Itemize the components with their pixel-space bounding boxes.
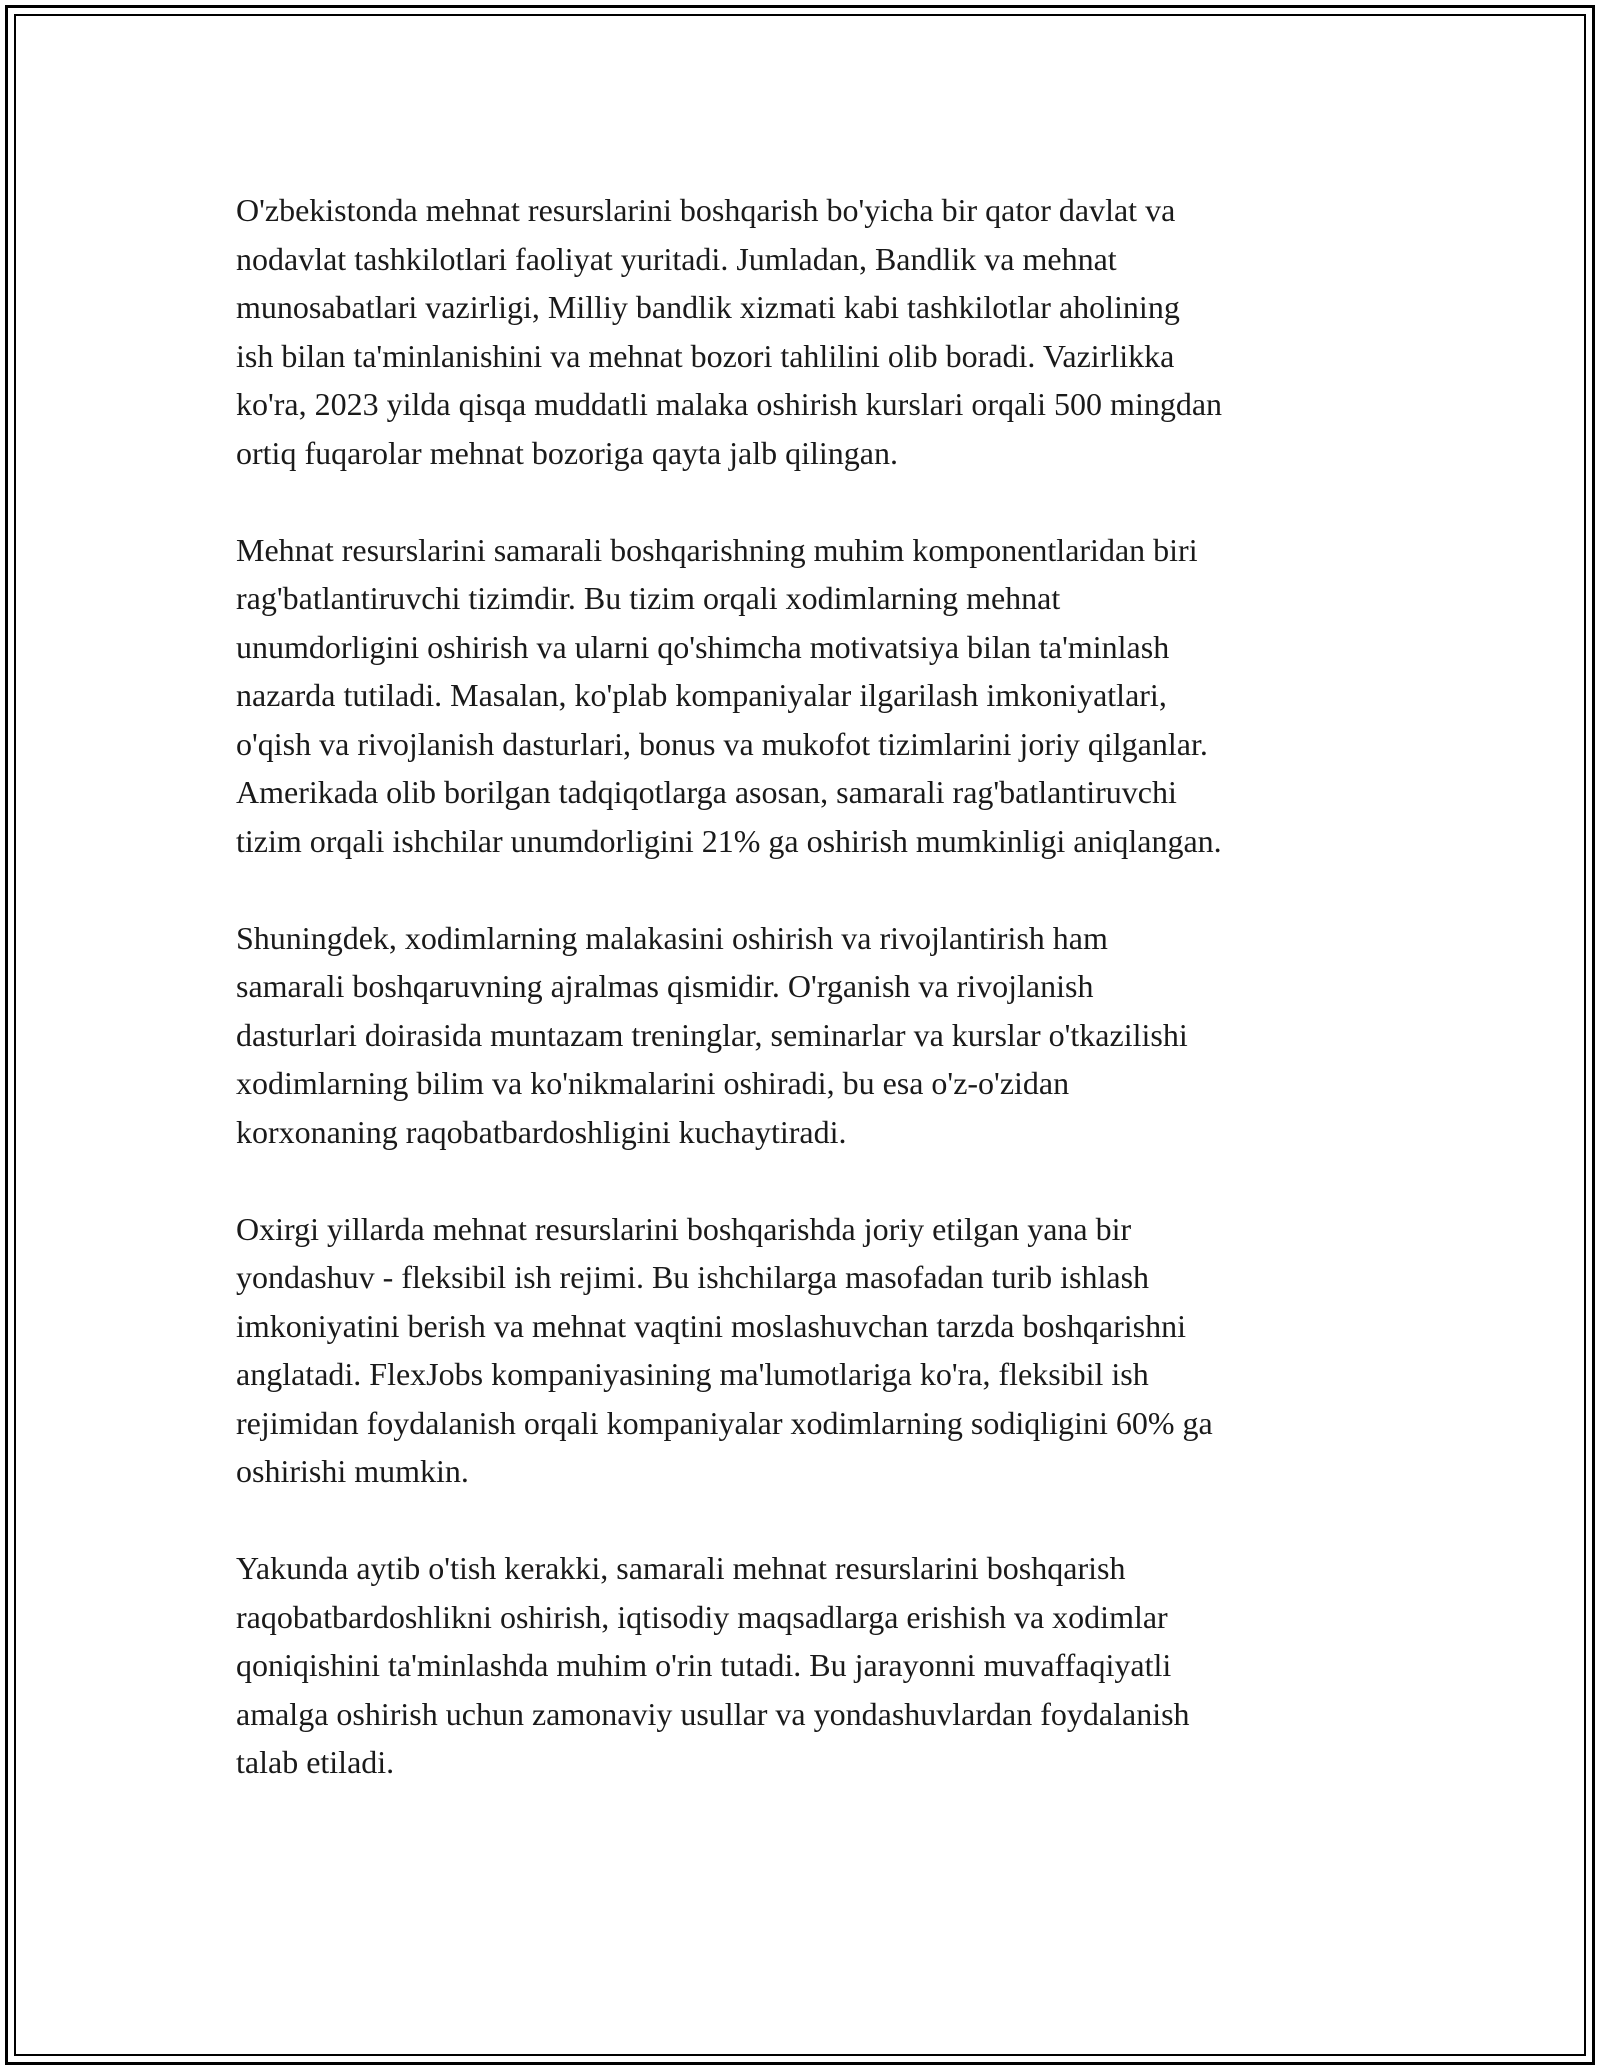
paragraph-flexible-work: Oxirgi yillarda mehnat resurslarini boshqarishda joriy etilgan yana bir yondashuv - fleksibil ish rejimi. Bu ishchilarga masofadan turib ishlash imkoniyatini berish va mehnat vaqtini moslashuvchan tarzda boshqarishni anglatadi. FlexJobs kompaniyasining ma'lumotlariga ko'ra, fleksibil ish rejimidan foydalanish orqali kompaniyalar xodimlarning sodiqligini 60% ga oshirishi mumkin. bbox=[236, 1210, 1213, 1489]
paragraph-staff-development: Shuningdek, xodimlarning malakasini oshirish va rivojlantirish ham samarali boshqaruvning ajralmas qismidir. O'rganish va rivojlanish dasturlari doirasida muntazam treninglar, seminarlar va kurslar o'tkazilishi xodimlarning bilim va ko'nikmalarini oshiradi, bu esa o'z-o'zidan korxonaning raqobatbardoshligini kuchaytiradi. bbox=[236, 919, 1188, 1150]
paragraph-labor-organizations: O'zbekistonda mehnat resurslarini boshqarish bo'yicha bir qator davlat va nodavlat tashkilotlari faoliyat yuritadi. Jumladan, Bandlik va mehnat munosabatlari vazirligi, Milliy bandlik xizmati kabi tashkilotlar aholining ish bilan ta'minlanishini va mehnat bozori tahlilini olib boradi. Vazirlikka ko'ra, 2023 yilda qisqa muddatli malaka oshirish kurslari orqali 500 mingdan ortiq fuqarolar mehnat bozoriga qayta jalb qilingan. bbox=[236, 192, 1223, 471]
document-body bbox=[236, 186, 1386, 1835]
paragraph-conclusion: Yakunda aytib o'tish kerakki, samarali mehnat resurslarini boshqarish raqobatbardoshlikni oshirish, iqtisodiy maqsadlarga erishish va xodimlar qoniqishini ta'minlashda muhim o'rin tutadi. Bu jarayonni muvaffaqiyatli amalga oshirish uchun zamonaviy usullar va yondashuvlardan foydalanish talab etiladi. bbox=[236, 1550, 1190, 1780]
paragraph-incentive-system: Mehnat resurslarini samarali boshqarishning muhim komponentlaridan biri rag'batlantiruvchi tizimdir. Bu tizim orqali xodimlarning mehnat unumdorligini oshirish va ularni qo'shimcha motivatsiya bilan ta'minlash nazarda tutiladi. Masalan, ko'plab kompaniyalar ilgarilash imkoniyatlari, o'qish va rivojlanish dasturlari, bonus va mukofot tizimlarini joriy qilganlar. Amerikada olib borilgan tadqiqotlarga asosan, samarali rag'batlantiruvchi tizim orqali ishchilar unumdorligini 21% ga oshirish mumkinligi aniqlangan. bbox=[236, 531, 1222, 859]
